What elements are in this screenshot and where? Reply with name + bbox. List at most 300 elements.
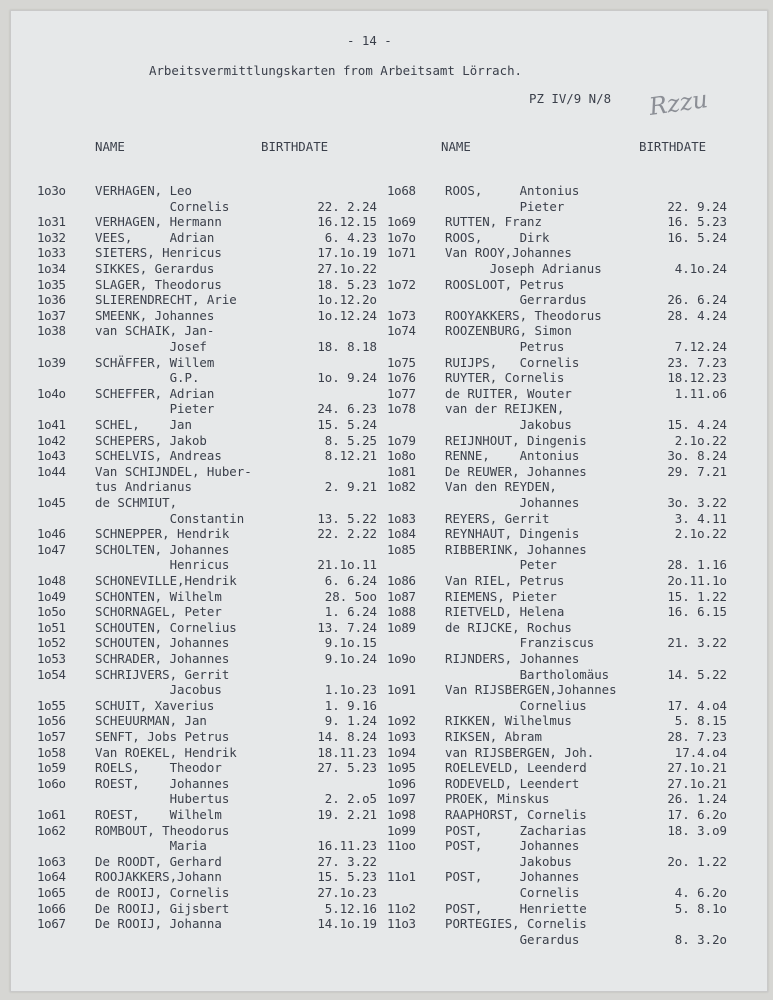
entry-line xyxy=(37,635,377,650)
entry-line xyxy=(387,869,727,884)
entry-birthdate: 17. 6.2o xyxy=(667,807,727,822)
entry-number: 1o65 xyxy=(37,885,66,900)
entry-line xyxy=(37,667,377,682)
entry-line xyxy=(387,589,727,604)
entry-name: Petrus xyxy=(445,339,565,354)
left-birthdate-header: BIRTHDATE xyxy=(261,139,329,154)
entry-birthdate: 5. 8.1o xyxy=(674,900,727,916)
entry-number: 1o53 xyxy=(37,651,66,666)
entry-name: PORTEGIES, Cornelis xyxy=(445,916,587,932)
entry-birthdate: 6. 4.23 xyxy=(324,229,377,245)
entry-line xyxy=(387,729,727,744)
entry-birthdate: 19. 2.21 xyxy=(317,807,377,822)
entry-name: ROMBOUT, Theodorus xyxy=(95,822,230,838)
entry-line xyxy=(37,214,377,229)
entry-line xyxy=(387,791,727,806)
entry-number: 1o36 xyxy=(37,292,66,308)
entry-line xyxy=(387,932,727,947)
entry-name: De ROOIJ, Johanna xyxy=(95,916,222,932)
entry-number: 1o31 xyxy=(37,214,66,230)
entry-name: tus Andrianus xyxy=(95,479,192,495)
entry-number: 1o44 xyxy=(37,463,66,479)
entry-birthdate: 17.4.o4 xyxy=(674,744,727,760)
entry-birthdate: 2o. 1.22 xyxy=(667,853,727,869)
entry-line xyxy=(387,292,727,307)
entry-number: 1o54 xyxy=(37,666,66,682)
right-name-header: NAME xyxy=(441,139,471,154)
entry-birthdate: 16. 5.23 xyxy=(667,214,727,230)
entry-line xyxy=(37,433,377,448)
entry-name: RIBBERINK, Johannes xyxy=(445,541,587,557)
entry-name: RAAPHORST, Cornelis xyxy=(445,807,587,822)
entry-line xyxy=(387,760,727,775)
entry-birthdate: 15. 4.24 xyxy=(667,417,727,432)
entry-line xyxy=(37,729,377,744)
entry-line xyxy=(387,323,727,338)
entry-name: REIJNHOUT, Dingenis xyxy=(445,432,587,448)
entry-number: 1o32 xyxy=(37,229,66,245)
entry-name: RUYTER, Cornelis xyxy=(445,370,565,386)
entry-name: ROEST, Wilhelm xyxy=(95,807,222,822)
entry-name: SLAGER, Theodorus xyxy=(95,276,222,292)
entry-line xyxy=(387,823,727,838)
entry-number: 1o43 xyxy=(37,448,66,464)
entry-name: ROEST, Johannes xyxy=(95,775,230,791)
entry-line xyxy=(37,776,377,791)
entry-birthdate: 18. 8.18 xyxy=(317,339,377,354)
reference-code: PZ IV/9 N/8 xyxy=(529,91,612,106)
entry-number: 1o97 xyxy=(387,791,416,807)
entry-number: 1o73 xyxy=(387,307,416,323)
entry-birthdate: 22. 9.24 xyxy=(667,198,727,214)
entry-name: G.P. xyxy=(95,370,200,386)
entry-line xyxy=(37,901,377,916)
entry-line xyxy=(37,245,377,260)
document-page xyxy=(10,10,768,992)
entry-name: SCHEUURMAN, Jan xyxy=(95,713,207,729)
entry-name: ROELS, Theodor xyxy=(95,760,222,776)
entry-number: 1o63 xyxy=(37,853,66,869)
entry-line xyxy=(37,292,377,307)
handwritten-signature: Rzzu xyxy=(647,85,710,121)
entry-birthdate: 1o. 9.24 xyxy=(317,370,377,386)
entry-name: SCHONTEN, Wilhelm xyxy=(95,588,222,604)
entry-number: 1o69 xyxy=(387,214,416,230)
entry-birthdate: 6. 6.24 xyxy=(324,573,377,588)
entry-number: 1o77 xyxy=(387,385,416,401)
entry-line xyxy=(37,589,377,604)
entry-number: 1o56 xyxy=(37,713,66,729)
entry-line xyxy=(387,542,727,557)
entry-name: Peter xyxy=(445,557,557,573)
entry-name: Johannes xyxy=(445,495,580,510)
entry-name: RIJNDERS, Johannes xyxy=(445,651,580,666)
entry-name: SCHOUTEN, Johannes xyxy=(95,635,230,651)
entry-line xyxy=(387,573,727,588)
entry-number: 1o93 xyxy=(387,729,416,744)
document-title: Arbeitsvermittlungskarten from Arbeitsamt Lörrach. xyxy=(149,63,522,78)
entry-name: Henricus xyxy=(95,557,230,573)
entry-birthdate: 27.1o.21 xyxy=(667,775,727,791)
entry-line xyxy=(37,791,377,806)
entry-line xyxy=(37,339,377,354)
entry-number: 1o79 xyxy=(387,432,416,448)
entry-number: 1o42 xyxy=(37,432,66,448)
entry-line xyxy=(387,620,727,635)
entry-name: VEES, Adrian xyxy=(95,229,215,245)
entry-name: POST, Johannes xyxy=(445,869,580,885)
entry-number: 1o9o xyxy=(387,651,416,666)
entry-name: SCHÄFFER, Willem xyxy=(95,354,215,370)
left-name-header: NAME xyxy=(95,139,125,154)
entry-number: 1o59 xyxy=(37,760,66,776)
entry-number: 1o91 xyxy=(387,682,416,698)
entry-number: 1o76 xyxy=(387,370,416,386)
entry-birthdate: 16. 5.24 xyxy=(667,229,727,245)
entry-number: 1o82 xyxy=(387,479,416,495)
entry-birthdate: 1o.12.24 xyxy=(317,307,377,323)
entry-birthdate: 28. 7.23 xyxy=(667,729,727,744)
right-birthdate-header: BIRTHDATE xyxy=(639,139,707,154)
entry-name: REYNHAUT, Dingenis xyxy=(445,526,580,542)
entry-line xyxy=(37,823,377,838)
entry-name: Pieter xyxy=(95,401,215,417)
entry-name: Jakobus xyxy=(445,853,572,869)
entry-number: 1o61 xyxy=(37,807,66,822)
entry-number: 1o49 xyxy=(37,588,66,604)
entry-line xyxy=(37,838,377,853)
entry-number: 1o86 xyxy=(387,573,416,588)
entry-line xyxy=(387,901,727,916)
entry-number: 1o5o xyxy=(37,604,66,620)
entry-birthdate: 3. 4.11 xyxy=(674,510,727,526)
entry-line xyxy=(387,479,727,494)
entry-line xyxy=(37,542,377,557)
entry-name: SCHRADER, Johannes xyxy=(95,651,230,666)
entry-line xyxy=(387,745,727,760)
entry-line xyxy=(37,323,377,338)
entry-number: 1o45 xyxy=(37,495,66,510)
entry-birthdate: 15. 1.22 xyxy=(667,588,727,604)
entry-line xyxy=(37,698,377,713)
entry-number: 1o57 xyxy=(37,729,66,744)
entry-birthdate: 9.1o.15 xyxy=(324,635,377,651)
entry-birthdate: 21. 3.22 xyxy=(667,635,727,651)
entry-name: ROELEVELD, Leenderd xyxy=(445,760,587,776)
entry-line xyxy=(37,511,377,526)
entry-number: 11o3 xyxy=(387,916,416,932)
entry-name: ROOSLOOT, Petrus xyxy=(445,276,565,292)
entry-name: van RIJSBERGEN, Joh. xyxy=(445,744,595,760)
entry-name: SCHEFFER, Adrian xyxy=(95,385,215,401)
entry-name: SCHELVIS, Andreas xyxy=(95,448,222,464)
entry-line xyxy=(37,417,377,432)
entry-line xyxy=(37,885,377,900)
entry-name: REYERS, Gerrit xyxy=(445,510,550,526)
entry-name: Joseph Adrianus xyxy=(445,261,602,276)
entry-birthdate: 18.11.23 xyxy=(317,744,377,760)
entry-birthdate: 9.1o.24 xyxy=(324,651,377,666)
entry-line xyxy=(37,745,377,760)
entry-birthdate: 23. 7.23 xyxy=(667,354,727,370)
entry-line xyxy=(37,199,377,214)
entry-line xyxy=(37,183,377,198)
entry-number: 1o78 xyxy=(387,401,416,417)
entry-birthdate: 2.1o.22 xyxy=(674,432,727,448)
entry-name: SCHRIJVERS, Gerrit xyxy=(95,666,230,682)
entry-name: Cornelis xyxy=(95,198,230,214)
entry-line xyxy=(387,698,727,713)
entry-number: 1o47 xyxy=(37,541,66,557)
entry-number: 1o68 xyxy=(387,183,416,198)
entry-birthdate: 1.11.o6 xyxy=(674,385,727,401)
entry-name: RUIJPS, Cornelis xyxy=(445,354,580,370)
entry-name: Gerrardus xyxy=(445,292,587,308)
entry-line xyxy=(37,386,377,401)
entry-name: SCHONEVILLE,Hendrik xyxy=(95,573,237,588)
entry-birthdate: 28. 5oo xyxy=(324,588,377,604)
entry-line xyxy=(387,386,727,401)
entry-birthdate: 3o. 3.22 xyxy=(667,495,727,510)
entry-name: POST, Zacharias xyxy=(445,822,587,838)
entry-name: PROEK, Minskus xyxy=(445,791,550,807)
entry-number: 1o62 xyxy=(37,822,66,838)
entry-number: 11oo xyxy=(387,838,416,854)
entry-line xyxy=(37,604,377,619)
entry-number: 1o6o xyxy=(37,775,66,791)
entry-number: 1o87 xyxy=(387,588,416,604)
entry-name: SCHNEPPER, Hendrik xyxy=(95,526,230,542)
entry-line xyxy=(37,308,377,323)
entry-line xyxy=(387,214,727,229)
entry-birthdate: 1. 6.24 xyxy=(324,604,377,620)
entry-birthdate: 1.1o.23 xyxy=(324,682,377,698)
entry-line xyxy=(387,199,727,214)
entry-line xyxy=(387,277,727,292)
entry-number: 1o88 xyxy=(387,604,416,620)
entry-line xyxy=(37,869,377,884)
entry-name: SIETERS, Henricus xyxy=(95,245,222,261)
entry-number: 11o2 xyxy=(387,900,416,916)
entry-birthdate: 15. 5.23 xyxy=(317,869,377,885)
entry-name: De ROOIJ, Gijsbert xyxy=(95,900,230,916)
entry-name: Van den REYDEN, xyxy=(445,479,557,495)
entry-name: Van RIEL, Petrus xyxy=(445,573,565,588)
entry-name: Constantin xyxy=(95,510,245,526)
entry-name: ROOZENBURG, Simon xyxy=(445,323,572,339)
entry-number: 1o64 xyxy=(37,869,66,885)
entry-name: SCHUIT, Xaverius xyxy=(95,697,215,713)
entry-line xyxy=(37,495,377,510)
entry-line xyxy=(387,230,727,245)
entry-number: 1o84 xyxy=(387,526,416,542)
entry-birthdate: 16. 6.15 xyxy=(667,604,727,620)
entry-number: 1o83 xyxy=(387,510,416,526)
entry-birthdate: 8. 5.25 xyxy=(324,432,377,448)
entry-birthdate: 17. 4.o4 xyxy=(667,697,727,713)
entry-number: 1o39 xyxy=(37,354,66,370)
entry-birthdate: 7.12.24 xyxy=(674,339,727,354)
entry-line xyxy=(387,604,727,619)
entry-birthdate: 14. 8.24 xyxy=(317,729,377,744)
entry-name: Pieter xyxy=(445,198,565,214)
entry-birthdate: 27. 5.23 xyxy=(317,760,377,776)
entry-birthdate: 28. 4.24 xyxy=(667,307,727,323)
entry-line xyxy=(37,682,377,697)
entry-birthdate: 18. 3.o9 xyxy=(667,822,727,838)
entry-line xyxy=(387,417,727,432)
entry-number: 1o71 xyxy=(387,245,416,261)
entry-name: RODEVELD, Leendert xyxy=(445,775,580,791)
entry-number: 1o95 xyxy=(387,760,416,776)
entry-birthdate: 16.11.23 xyxy=(317,838,377,854)
entry-line xyxy=(37,401,377,416)
entry-birthdate: 18.12.23 xyxy=(667,370,727,386)
entry-birthdate: 14.1o.19 xyxy=(317,916,377,932)
entry-number: 1o94 xyxy=(387,744,416,760)
entry-line xyxy=(387,854,727,869)
entry-name: SIKKES, Gerardus xyxy=(95,261,215,276)
entry-line xyxy=(37,355,377,370)
entry-name: ROOYAKKERS, Theodorus xyxy=(445,307,602,323)
entry-number: 1o72 xyxy=(387,276,416,292)
entry-name: De REUWER, Johannes xyxy=(445,463,587,479)
entry-name: Maria xyxy=(95,838,207,854)
entry-line xyxy=(387,526,727,541)
entry-number: 1o66 xyxy=(37,900,66,916)
entry-line xyxy=(37,651,377,666)
entry-birthdate: 28. 1.16 xyxy=(667,557,727,573)
entry-line xyxy=(37,448,377,463)
entry-line xyxy=(37,713,377,728)
entry-name: ROOJAKKERS,Johann xyxy=(95,869,222,885)
entry-line xyxy=(37,760,377,775)
entry-name: SCHEL, Jan xyxy=(95,417,192,432)
entry-name: Jakobus xyxy=(445,417,572,432)
entry-line xyxy=(37,464,377,479)
entry-line xyxy=(37,620,377,635)
entry-number: 1o34 xyxy=(37,261,66,276)
entry-birthdate: 4. 6.2o xyxy=(674,885,727,900)
entry-line xyxy=(387,682,727,697)
entry-birthdate: 8.12.21 xyxy=(324,448,377,464)
entry-birthdate: 26. 6.24 xyxy=(667,292,727,308)
entry-name: SMEENK, Johannes xyxy=(95,307,215,323)
entry-line xyxy=(387,838,727,853)
entry-line xyxy=(387,433,727,448)
entry-birthdate: 26. 1.24 xyxy=(667,791,727,807)
entry-line xyxy=(37,261,377,276)
entry-number: 1o48 xyxy=(37,573,66,588)
entry-number: 1o51 xyxy=(37,619,66,635)
entry-birthdate: 15. 5.24 xyxy=(317,417,377,432)
entry-number: 1o7o xyxy=(387,229,416,245)
entry-name: SLIERENDRECHT, Arie xyxy=(95,292,237,308)
entry-name: van der REIJKEN, xyxy=(445,401,565,417)
entry-birthdate: 18. 5.23 xyxy=(317,276,377,292)
entry-name: Cornelius xyxy=(445,697,587,713)
entry-name: RUTTEN, Franz xyxy=(445,214,542,230)
entry-line xyxy=(387,308,727,323)
entry-number: 1o85 xyxy=(387,541,416,557)
entry-name: RIEMENS, Pieter xyxy=(445,588,557,604)
entry-birthdate: 27. 3.22 xyxy=(317,853,377,869)
entry-line xyxy=(37,370,377,385)
entry-birthdate: 2. 2.o5 xyxy=(324,791,377,807)
entry-birthdate: 4.1o.24 xyxy=(674,261,727,276)
entry-name: ROOS, Dirk xyxy=(445,229,550,245)
entry-name: de RIJCKE, Rochus xyxy=(445,619,572,635)
entry-number: 1o52 xyxy=(37,635,66,651)
entry-name: Franziscus xyxy=(445,635,595,651)
entry-number: 1o96 xyxy=(387,775,416,791)
entry-name: SCHOLTEN, Johannes xyxy=(95,541,230,557)
entry-birthdate: 9. 1.24 xyxy=(324,713,377,729)
entry-number: 1o35 xyxy=(37,276,66,292)
entry-name: SCHORNAGEL, Peter xyxy=(95,604,222,620)
entry-line xyxy=(387,713,727,728)
entry-line xyxy=(37,277,377,292)
entry-birthdate: 8. 3.2o xyxy=(674,931,727,947)
entry-line xyxy=(387,464,727,479)
page-number: - 14 - xyxy=(347,33,392,48)
entry-birthdate: 2.1o.22 xyxy=(674,526,727,542)
entry-birthdate: 5.12.16 xyxy=(324,900,377,916)
entry-name: RENNE, Antonius xyxy=(445,448,580,464)
entry-birthdate: 22. 2.24 xyxy=(317,198,377,214)
entry-name: Van SCHIJNDEL, Huber- xyxy=(95,463,252,479)
entry-name: RIKKEN, Wilhelmus xyxy=(445,713,572,729)
entry-birthdate: 1. 9.16 xyxy=(324,697,377,713)
entry-line xyxy=(37,557,377,572)
entry-number: 1o37 xyxy=(37,307,66,323)
entry-name: VERHAGEN, Leo xyxy=(95,183,192,198)
entry-name: Josef xyxy=(95,339,207,354)
entry-number: 1o75 xyxy=(387,354,416,370)
entry-number: 1o41 xyxy=(37,417,66,432)
entry-birthdate: 13. 7.24 xyxy=(317,619,377,635)
entry-line xyxy=(387,776,727,791)
entry-birthdate: 27.1o.23 xyxy=(317,885,377,900)
entry-birthdate: 2o.11.1o xyxy=(667,573,727,588)
entry-line xyxy=(387,916,727,931)
entry-birthdate: 1o.12.2o xyxy=(317,292,377,308)
entry-number: 1o55 xyxy=(37,697,66,713)
entry-line xyxy=(387,370,727,385)
entry-name: ROOS, Antonius xyxy=(445,183,580,198)
entry-line xyxy=(37,916,377,931)
entry-number: 1o33 xyxy=(37,245,66,261)
entry-birthdate: 21.1o.11 xyxy=(317,557,377,573)
entry-name: VERHAGEN, Hermann xyxy=(95,214,222,230)
entry-name: Cornelis xyxy=(445,885,580,900)
entry-name: Hubertus xyxy=(95,791,230,807)
entry-name: POST, Johannes xyxy=(445,838,580,854)
entry-name: RIETVELD, Helena xyxy=(445,604,565,620)
entry-line xyxy=(387,448,727,463)
entry-number: 1o58 xyxy=(37,744,66,760)
entry-name: van SCHAIK, Jan- xyxy=(95,323,215,339)
entry-line xyxy=(37,573,377,588)
entry-name: Bartholomäus xyxy=(445,666,610,682)
entry-name: Van RIJSBERGEN,Johannes xyxy=(445,682,617,698)
entry-birthdate: 29. 7.21 xyxy=(667,463,727,479)
entry-name: Gerardus xyxy=(445,931,580,947)
entry-number: 1o92 xyxy=(387,713,416,729)
entry-number: 1o98 xyxy=(387,807,416,822)
entry-name: de ROOIJ, Cornelis xyxy=(95,885,230,900)
entry-name: Jacobus xyxy=(95,682,222,698)
